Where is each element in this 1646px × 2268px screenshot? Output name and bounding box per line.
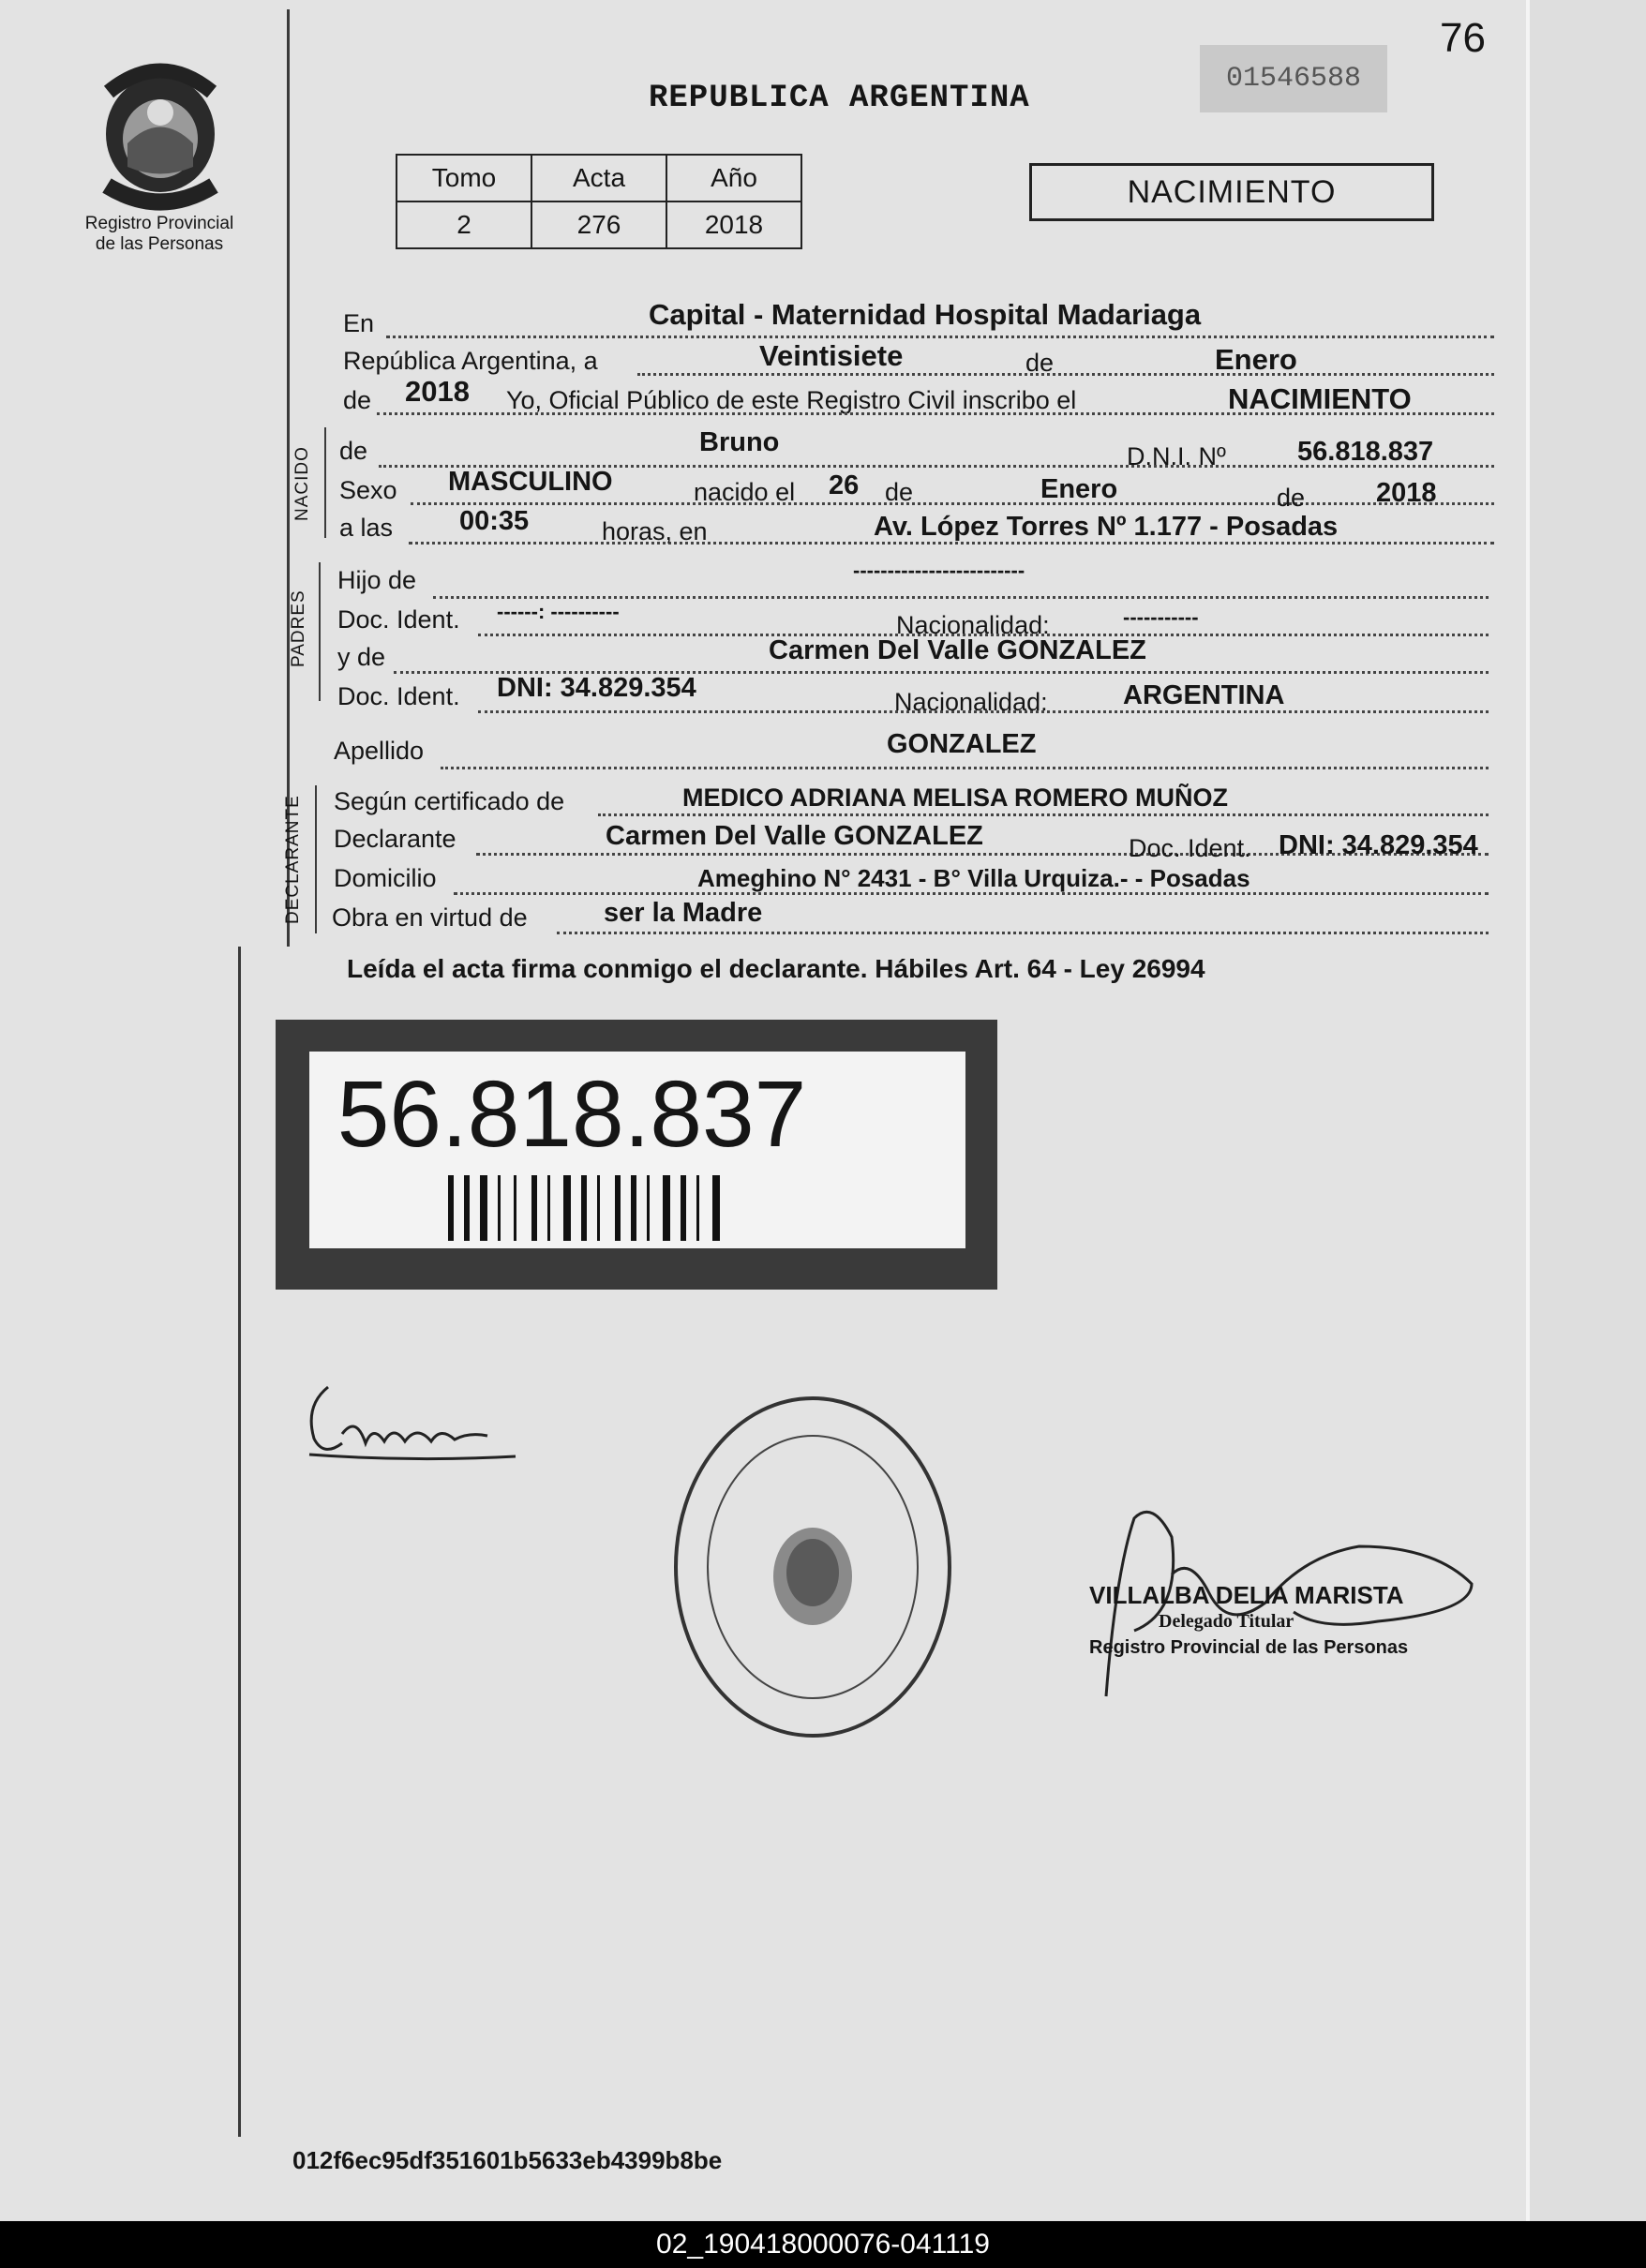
misiones-coat-of-arms-icon (90, 54, 231, 214)
mother-nationality: ARGENTINA (1123, 680, 1285, 710)
barcode-bar (547, 1175, 550, 1241)
official-title: Delegado Titular (1159, 1611, 1294, 1632)
value-anio: 2018 (666, 201, 801, 248)
dotted-line (433, 596, 1489, 599)
declarante-label: Declarante (334, 825, 456, 853)
domicilio-label: Domicilio (334, 864, 437, 892)
document-hash: 012f6ec95df351601b5633eb4399b8be (292, 2146, 723, 2174)
obra-label: Obra en virtud de (332, 903, 528, 932)
obra-value: ser la Madre (604, 898, 763, 928)
record-table-value-row (397, 201, 801, 248)
declarant-name: Carmen Del Valle GONZALEZ (606, 821, 983, 851)
birth-address: Av. López Torres Nº 1.177 - Posadas (874, 512, 1339, 542)
declarante-section-label: DECLARANTE (283, 795, 303, 924)
left-margin-line-lower (238, 947, 241, 2137)
de-label: de (1025, 349, 1055, 377)
address-value: Ameghino N° 2431 - B° Villa Urquiza.- - Posadas (697, 864, 1250, 892)
horas-label: horas, en (602, 517, 708, 545)
sexo-label: Sexo (339, 476, 397, 504)
country-title: REPUBLICA ARGENTINA (649, 81, 1030, 116)
barcode-bar (480, 1175, 487, 1241)
dni-sticker-inner (309, 1052, 965, 1248)
closing-statement: Leída el acta firma conmigo el declarante. Hábiles Art. 64 - Ley 26994 (347, 954, 1205, 983)
de-label: de (885, 478, 914, 506)
header-tomo: Tomo (397, 155, 531, 201)
nacido-bracket (324, 427, 326, 538)
de-label-2: de (343, 386, 372, 414)
value-acta: 276 (531, 201, 666, 248)
republica-label: República Argentina, a (343, 347, 598, 375)
de-label-3: de (1277, 484, 1306, 512)
mother-doc: DNI: 34.829.354 (497, 673, 696, 703)
birth-time: 00:35 (459, 506, 530, 536)
barcode-bar (464, 1175, 470, 1241)
yo-text: Yo, Oficial Público de este Registro Civil inscribo el (506, 386, 1077, 414)
hijo-label: Hijo de (337, 566, 417, 594)
barcode-bar (681, 1175, 686, 1241)
cert-label: Según certificado de (334, 787, 565, 815)
child-name: Bruno (699, 427, 780, 457)
dni-label: D.N.I. Nº (1127, 442, 1226, 470)
official-name-stamp (1089, 1582, 1408, 1661)
registry-line-1: Registro Provincial (84, 214, 234, 233)
act-value: NACIMIENTO (1228, 382, 1412, 415)
doc-ident-label: Doc. Ident. (1129, 834, 1251, 862)
nacionalidad-label-2: Nacionalidad: (894, 688, 1048, 716)
record-table-header-row (397, 155, 801, 201)
padres-section-label: PADRES (289, 589, 308, 667)
nacionalidad-label: Nacionalidad: (896, 611, 1050, 639)
apellido-label: Apellido (334, 737, 425, 765)
declarant-doc: DNI: 34.829.354 (1279, 830, 1478, 860)
dotted-line (557, 932, 1489, 934)
declarant-signature (300, 1368, 525, 1471)
record-table (396, 154, 802, 249)
barcode-bar (615, 1175, 621, 1241)
barcode-bar (696, 1175, 699, 1241)
dni-sticker (276, 1020, 997, 1290)
barcode-bar (498, 1175, 501, 1241)
file-id-footer: 02_190418000076-041119 (0, 2221, 1646, 2268)
de-label: de (339, 437, 368, 465)
barcode-bar (514, 1175, 516, 1241)
nacido-section-label: NACIDO (292, 446, 312, 521)
value-tomo: 2 (397, 201, 531, 248)
place-value: Capital - Maternidad Hospital Madariaga (649, 298, 1202, 331)
child-dni: 56.818.837 (1297, 437, 1434, 467)
barcode-bar (712, 1175, 720, 1241)
barcode (448, 1175, 879, 1241)
nacido-el-label: nacido el (694, 478, 796, 506)
dotted-line (598, 813, 1489, 816)
header-acta: Acta (531, 155, 666, 201)
header-anio: Año (666, 155, 801, 201)
barcode-bar (563, 1175, 571, 1241)
father-nationality: ----------- (1123, 605, 1199, 629)
barcode-bar (448, 1175, 454, 1241)
month-value: Enero (1215, 343, 1297, 376)
official-seal (667, 1389, 958, 1745)
barcode-bar (531, 1175, 537, 1241)
dotted-line (411, 502, 1494, 505)
dotted-line (441, 767, 1489, 769)
barcode-bar (647, 1175, 650, 1241)
record-type-box: NACIMIENTO (1029, 163, 1434, 221)
father-doc: ------: ---------- (497, 600, 620, 623)
mother-name: Carmen Del Valle GONZALEZ (769, 635, 1146, 665)
birth-day: 26 (829, 470, 860, 500)
a-las-label: a las (339, 514, 394, 542)
dotted-line (386, 336, 1494, 338)
y-de-label: y de (337, 643, 386, 671)
doc-label: Doc. Ident. (337, 605, 460, 634)
official-org: Registro Provincial de las Personas (1089, 1637, 1409, 1658)
surname-value: GONZALEZ (887, 729, 1037, 759)
barcode-bar (663, 1175, 670, 1241)
birth-month: Enero (1040, 474, 1118, 504)
certificate-value: MEDICO ADRIANA MELISA ROMERO MUÑOZ (682, 783, 1228, 812)
barcode-bar (631, 1175, 636, 1241)
birth-year: 2018 (1376, 478, 1437, 508)
stamp-number: 01546588 (1200, 45, 1387, 112)
padres-bracket (319, 562, 321, 701)
year-value: 2018 (405, 375, 470, 408)
father-name: ------------------------- (853, 559, 1025, 582)
day-value: Veintisiete (759, 339, 904, 372)
declarante-bracket (315, 785, 317, 933)
page-number: 76 (1440, 15, 1486, 61)
en-label: En (343, 309, 375, 337)
dotted-line (637, 373, 1494, 376)
child-sex: MASCULINO (448, 467, 613, 497)
barcode-bar (597, 1175, 600, 1241)
dni-sticker-number: 56.818.837 (337, 1062, 807, 1167)
official-name: VILLALBA DELIA MARISTA (1089, 1581, 1404, 1609)
doc-label-2: Doc. Ident. (337, 682, 460, 710)
paper-right-margin (1530, 0, 1646, 2221)
registry-line-2: de las Personas (95, 234, 224, 254)
barcode-bar (581, 1175, 587, 1241)
registry-name (37, 214, 281, 255)
